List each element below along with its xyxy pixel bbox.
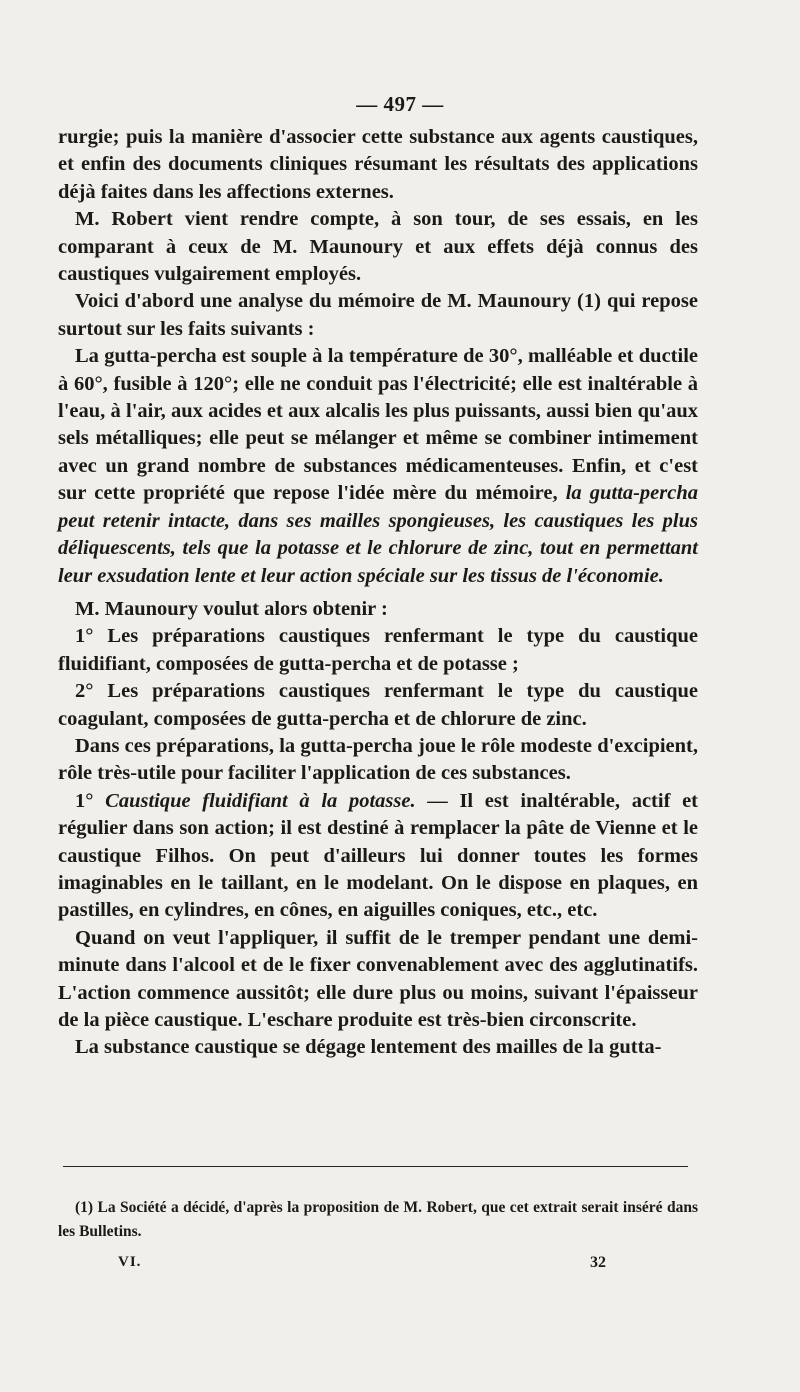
text-run: M. Robert vient rendre compte, à son tour, de ses essais, en les comparant à ceux de M. Maunoury et aux effets déjà connus des caustiques vulgairement employés.	[58, 208, 698, 286]
italic-text: la gutta-percha peut retenir intacte, dans ses mailles spongieuses, les caustiques les plus déliquescents, tels que la potasse et le chlorure de zinc, tout en permettant leur exsudation lente et leur action spéciale sur les tissus de l'économie.	[58, 482, 698, 587]
paragraph	[58, 1034, 698, 1061]
text-run: Dans ces préparations, la gutta-percha joue le rôle modeste d'excipient, rôle très-utile pour faciliter l'application de ces substances.	[58, 734, 698, 785]
paragraph	[58, 788, 698, 925]
footnote-text: (1) La Société a décidé, d'après la proposition de M. Robert, que cet extrait serait inséré dans les Bulletins.	[58, 1199, 698, 1240]
paragraph	[58, 733, 698, 788]
footnote	[58, 1196, 698, 1244]
paragraph	[58, 623, 698, 678]
signature-volume: VI.	[118, 1254, 142, 1270]
text-run: 2° Les préparations caustiques renfermant le type du caustique coagulant, composées de gutta-percha et de chlorure de zinc.	[58, 680, 698, 730]
text-run: M. Maunoury voulut alors obtenir :	[75, 597, 388, 620]
text-run: La substance caustique se dégage lentement des mailles de la gutta-	[75, 1036, 662, 1059]
text-run: — Il est inaltérable, actif et régulier dans son action; il est destiné à remplacer la pâte de Vienne et le caustique Filhos. On peut d'ailleurs lui donner toutes les formes imaginables en le taillant, en le modelant. On le dispose en plaques, en pastilles, en cylindres, en cônes, en aiguilles coniques, etc., etc.	[58, 789, 699, 922]
text-run: 1°	[75, 789, 106, 812]
footnote-separator	[63, 1166, 688, 1167]
paragraph	[58, 343, 698, 590]
text-run: Voici d'abord une analyse du mémoire de M. Maunoury (1) qui repose surtout sur les faits suivants :	[58, 290, 698, 340]
paragraph	[58, 596, 698, 623]
paragraph	[58, 678, 698, 733]
signature-sheet: 32	[590, 1254, 606, 1271]
paragraph	[58, 206, 698, 288]
page-number: — 497 —	[356, 92, 444, 116]
text-run: La gutta-percha est souple à la température de 30°, malléable et ductile à 60°, fusible à 120°; elle ne conduit pas l'électricité; elle est inaltérable à l'eau, à l'air, aux acides et aux alcalis les plus puissants, aussi bien qu'aux sels métalliques; elle peut se mélanger et même se combiner intimement avec un grand nombre de substances médicamenteuses. Enfin, et c'est sur cette propriété que repose l'idée mère du mémoire,	[58, 345, 698, 505]
text-run: Quand on veut l'appliquer, il suffit de le tremper pendant une demi-minute dans l'alcool et de le fixer convenablement avec des agglutinatifs. L'action commence aussitôt; elle dure plus ou moins, suivant l'épaisseur de la pièce caustique. L'eschare produite est très-bien circonscrite.	[58, 926, 698, 1031]
text-run: rurgie; puis la manière d'associer cette substance aux agents caustiques, et enfin des documents cliniques résumant les résultats des applications déjà faites dans les affections externes.	[58, 126, 698, 203]
paragraph	[58, 124, 698, 206]
italic-text: Caustique fluidifiant à la potasse.	[105, 789, 416, 812]
text-run: 1° Les préparations caustiques renfermant le type du caustique fluidifiant, composées de gutta-percha et de potasse ;	[58, 625, 698, 675]
paragraph	[58, 925, 698, 1035]
body-text	[58, 124, 698, 1062]
paragraph	[58, 288, 698, 343]
